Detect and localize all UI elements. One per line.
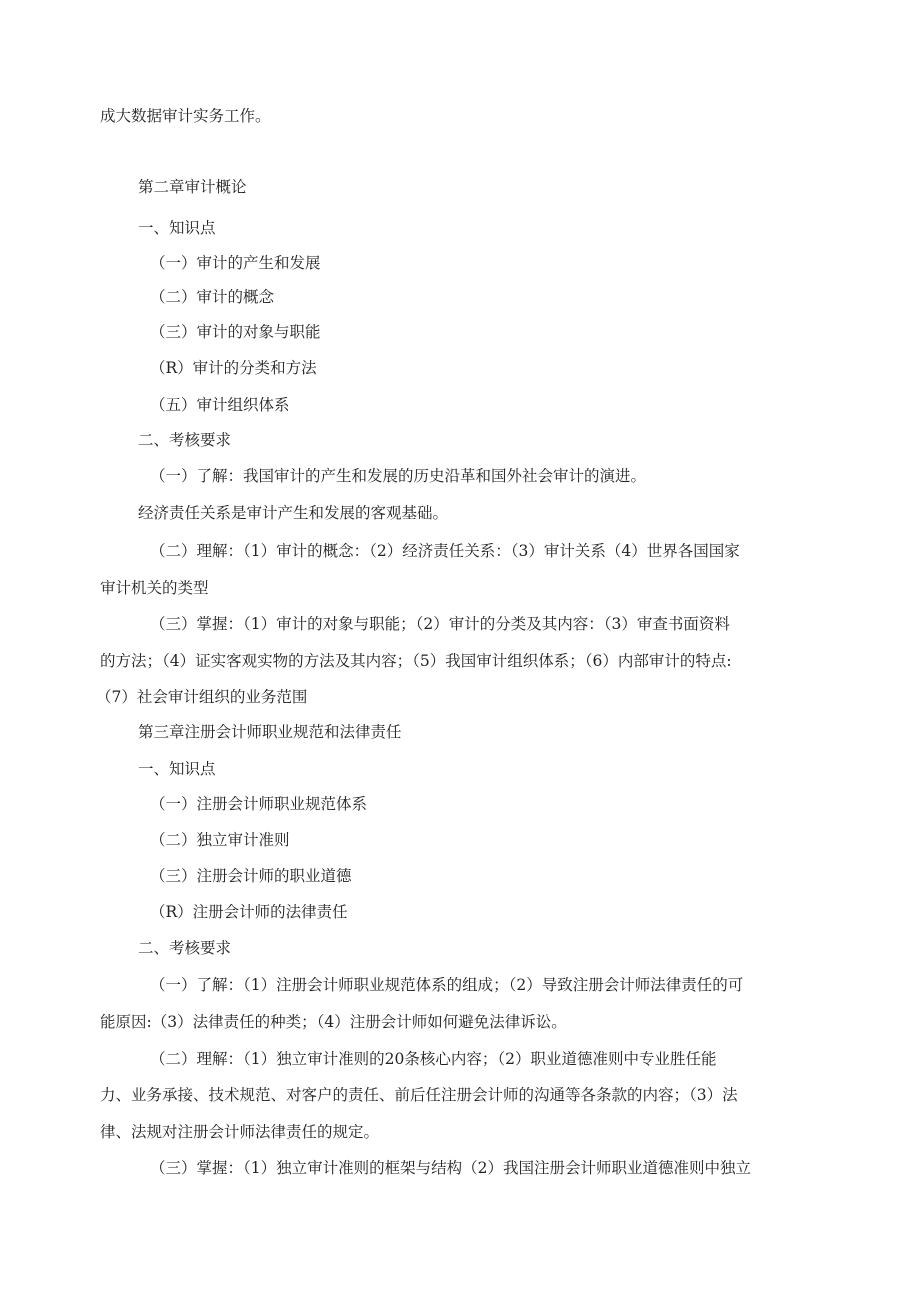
body-text-line: （三）掌握：（1）审计的对象与职能；（2）审计的分类及其内容：（3）审查书面资料 xyxy=(150,615,730,633)
body-text-line: 经济责任关系是审计产生和发展的客观基础。 xyxy=(138,504,449,522)
body-text-line: （二）理解：（1）审计的概念：（2）经济责任关系：（3）审计关系（4）世界各国国家 xyxy=(150,542,740,560)
list-item: （三）注册会计师的职业道德 xyxy=(150,867,352,885)
body-text-line: 律、法规对注册会计师法律责任的规定。 xyxy=(100,1123,380,1141)
body-text-line: 力、业务承接、技术规范、对客户的责任、前后任注册会计师的沟通等各条款的内容；（3）法 xyxy=(100,1086,738,1104)
section-heading: 二、考核要求 xyxy=(138,939,232,957)
section-heading: 一、知识点 xyxy=(138,760,216,778)
body-text-line: （7）社会审计组织的业务范围 xyxy=(96,688,308,706)
list-item: （一）注册会计师职业规范体系 xyxy=(150,795,368,813)
body-text-line: （一）了解：（1）注册会计师职业规范体系的组成；（2）导致注册会计师法律责任的可 xyxy=(150,976,744,994)
list-item: （R）审计的分类和方法 xyxy=(150,359,317,377)
section-heading: 二、考核要求 xyxy=(138,431,232,449)
body-text-line: 的方法；（4）证实客观实物的方法及其内容；（5）我国审计组织体系；（6）内部审计的特点: xyxy=(100,652,732,670)
body-text-line: （二）理解：（1）独立审计准则的20条核心内容；（2）职业道德准则中专业胜任能 xyxy=(150,1050,717,1068)
list-item: （二）审计的概念 xyxy=(150,288,275,306)
list-item: （二）独立审计准则 xyxy=(150,831,290,849)
list-item: （一）审计的产生和发展 xyxy=(150,254,321,272)
list-item: （R）注册会计师的法律责任 xyxy=(150,903,348,921)
body-text-line: （三）掌握：（1）独立审计准则的框架与结构（2）我国注册会计师职业道德准则中独立 xyxy=(150,1159,751,1177)
body-text-line: 能原因:（3）法律责任的种类；（4）注册会计师如何避免法律诉讼。 xyxy=(100,1013,567,1031)
chapter-heading: 第三章注册会计师职业规范和法律责任 xyxy=(138,723,402,741)
body-text-line: 审计机关的类型 xyxy=(100,579,209,597)
list-item: （三）审计的对象与职能 xyxy=(150,323,321,341)
body-text-line: 成大数据审计实务工作。 xyxy=(100,107,271,125)
chapter-heading: 第二章审计概论 xyxy=(138,178,247,196)
section-heading: 一、知识点 xyxy=(138,219,216,237)
list-item: （五）审计组织体系 xyxy=(150,396,290,414)
body-text-line: （一）了解：我国审计的产生和发展的历史沿革和国外社会审计的演进。 xyxy=(150,467,647,485)
